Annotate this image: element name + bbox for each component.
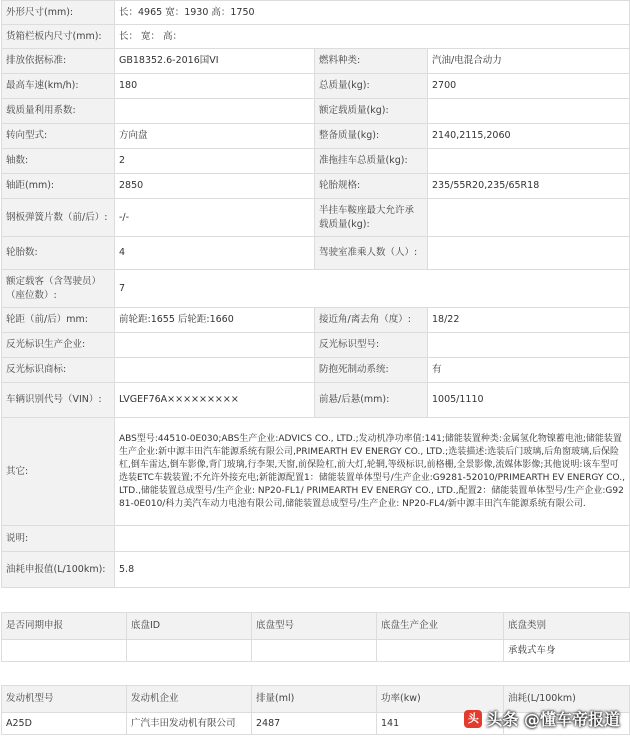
dimensions-label: 外形尺寸(mm): — [2, 1, 115, 25]
spec-label: 轮胎数: — [2, 237, 115, 270]
spec-label: 整备质量(kg): — [315, 124, 428, 149]
note-label: 说明: — [2, 526, 115, 552]
toutiao-logo-icon: 头 — [464, 710, 482, 728]
spec-value: 2140,2115,2060 — [428, 124, 630, 149]
spec-row — [2, 199, 630, 237]
spec-value: 235/55R20,235/65R18 — [428, 174, 630, 199]
engine-data-cell: 141 — [377, 713, 504, 735]
spec-row — [2, 124, 630, 149]
chassis-header-cell: 底盘生产企业 — [377, 613, 504, 640]
cargo-value: 长： 宽： 高： — [115, 25, 630, 49]
spec-label: 半挂车鞍座最大允许承载质量(kg): — [315, 199, 428, 237]
chassis-header-cell: 底盘类别 — [504, 613, 630, 640]
spec-label: 轮胎规格: — [315, 174, 428, 199]
chassis-header-cell: 底盘型号 — [252, 613, 377, 640]
chassis-header-row — [2, 613, 630, 640]
spec-label: 准拖挂车总质量(kg): — [315, 149, 428, 174]
spec-label: 轴数: — [2, 149, 115, 174]
spec-label: 总质量(kg): — [315, 74, 428, 99]
chassis-header-cell: 是否同期申报 — [2, 613, 127, 640]
spec-label: 防抱死制动系统: — [315, 358, 428, 383]
spec-label: 钢板弹簧片数（前/后）: — [2, 199, 115, 237]
spec-label: 反光标识型号: — [315, 333, 428, 358]
spec-value: 有 — [428, 358, 630, 383]
spec-value: GB18352.6-2016国VI — [115, 49, 315, 74]
watermark-text: 头条 @懂车帝报道 — [486, 710, 620, 729]
spec-value: LVGEF76A××××××××× — [115, 383, 315, 418]
spec-label: 反光标识生产企业: — [2, 333, 115, 358]
spec-label: 接近角/离去角（度）: — [315, 308, 428, 333]
spec-value: -/- — [115, 199, 315, 237]
spec-label: 驾驶室准乘人数（人）: — [315, 237, 428, 270]
spec-row-other — [2, 418, 630, 526]
chassis-data-cell: 承载式车身 — [504, 640, 630, 662]
fuel-label: 油耗申报值(L/100km): — [2, 552, 115, 588]
chassis-data-cell — [2, 640, 127, 662]
spec-table — [1, 0, 630, 588]
spec-row — [2, 358, 630, 383]
other-label: 其它: — [2, 418, 115, 526]
spec-value: 4 — [115, 237, 315, 270]
spec-label: 车辆识别代号（VIN）: — [2, 383, 115, 418]
spec-value — [115, 333, 315, 358]
spec-value — [428, 199, 630, 237]
spec-row — [2, 383, 630, 418]
chassis-data-cell — [252, 640, 377, 662]
engine-data-cell: 2487 — [252, 713, 377, 735]
spec-value — [428, 149, 630, 174]
spec-value — [428, 99, 630, 124]
spec-value: 方向盘 — [115, 124, 315, 149]
spec-row — [2, 74, 630, 99]
seats-label: 额定载客（含驾驶员）（座位数）: — [2, 270, 115, 308]
engine-data-cell: A25D — [2, 713, 127, 735]
spec-label: 轴距(mm): — [2, 174, 115, 199]
spec-label: 反光标识商标: — [2, 358, 115, 383]
spec-row — [2, 237, 630, 270]
spec-row — [2, 333, 630, 358]
spec-value: 1005/1110 — [428, 383, 630, 418]
spec-value — [428, 333, 630, 358]
spec-row — [2, 308, 630, 333]
spec-value: 2850 — [115, 174, 315, 199]
chassis-data-cell — [377, 640, 504, 662]
other-value: ABS型号:44510-0E030;ABS生产企业:ADVICS CO., LTD.;发动机净功率值:141;储能装置种类:金属氢化物镍蓄电池;储能装置生产企业:新中源丰田汽车能源系统有限公司,PRIMEARTH EV ENERGY CO., LTD.;选装描述:选装后门玻璃,后角窗玻璃,后保险杠,倒车雷达,倒车影像,背门玻璃,行李架,天窗,前保险杠,前大灯,轮辋,等级标识,前格栅,全景影像,流媒体影像;其他说明:该车型可选装ETC车载装置;不允许外接充电;新能源配置1：储能装置单体型号/生产企业:G9281-52010/PRIMEARTH EV ENERGY CO., LTD.,储能装置总成型号/生产企业: NP20-FL1/ PRIMEARTH EV ENERGY CO., LTD.,配置2：储能装置单体型号/生产企业:G9281-0E010/科力美汽车动力电池有限公司,储能装置总成型号/生产企业: NP20-FL4/新中源丰田汽车能源系统有限公司. — [115, 418, 630, 526]
spec-value: 汽油/电混合动力 — [428, 49, 630, 74]
engine-header-cell: 油耗(L/100km) — [504, 686, 630, 713]
spec-row-cargo — [2, 25, 630, 49]
spec-label: 轮距（前/后）mm: — [2, 308, 115, 333]
spec-value: 前轮距:1655 后轮距:1660 — [115, 308, 315, 333]
fuel-value: 5.8 — [115, 552, 630, 588]
engine-data-cell: 广汽丰田发动机有限公司 — [127, 713, 252, 735]
watermark — [464, 707, 620, 730]
spec-row — [2, 49, 630, 74]
spec-label: 燃料种类: — [315, 49, 428, 74]
chassis-data-cell — [127, 640, 252, 662]
spec-value — [115, 99, 315, 124]
spec-label: 最高车速(km/h): — [2, 74, 115, 99]
spec-row — [2, 174, 630, 199]
spec-value: 2700 — [428, 74, 630, 99]
chassis-data-row — [2, 640, 630, 662]
spec-value: 18/22 — [428, 308, 630, 333]
chassis-header-cell: 底盘ID — [127, 613, 252, 640]
spec-value: 180 — [115, 74, 315, 99]
engine-header-cell: 排量(ml) — [252, 686, 377, 713]
spec-value: 2 — [115, 149, 315, 174]
spec-row-seats — [2, 270, 630, 308]
spec-row-fuel — [2, 552, 630, 588]
spec-row — [2, 99, 630, 124]
spec-label: 排放依据标准: — [2, 49, 115, 74]
spec-label: 载质量利用系数: — [2, 99, 115, 124]
engine-header-cell: 发动机型号 — [2, 686, 127, 713]
spec-row — [2, 149, 630, 174]
spec-value — [428, 237, 630, 270]
spec-row-dimensions — [2, 1, 630, 25]
spec-label: 额定载质量(kg): — [315, 99, 428, 124]
engine-header-cell: 发动机企业 — [127, 686, 252, 713]
spec-label: 转向型式: — [2, 124, 115, 149]
spec-label: 前悬/后悬(mm): — [315, 383, 428, 418]
dimensions-value: 长：4965 宽：1930 高：1750 — [115, 1, 630, 25]
seats-value: 7 — [115, 270, 630, 308]
spec-row-note — [2, 526, 630, 552]
spec-value — [115, 358, 315, 383]
note-value — [115, 526, 630, 552]
cargo-label: 货箱栏板内尺寸(mm): — [2, 25, 115, 49]
chassis-table — [1, 612, 630, 662]
engine-header-cell: 功率(kw) — [377, 686, 504, 713]
